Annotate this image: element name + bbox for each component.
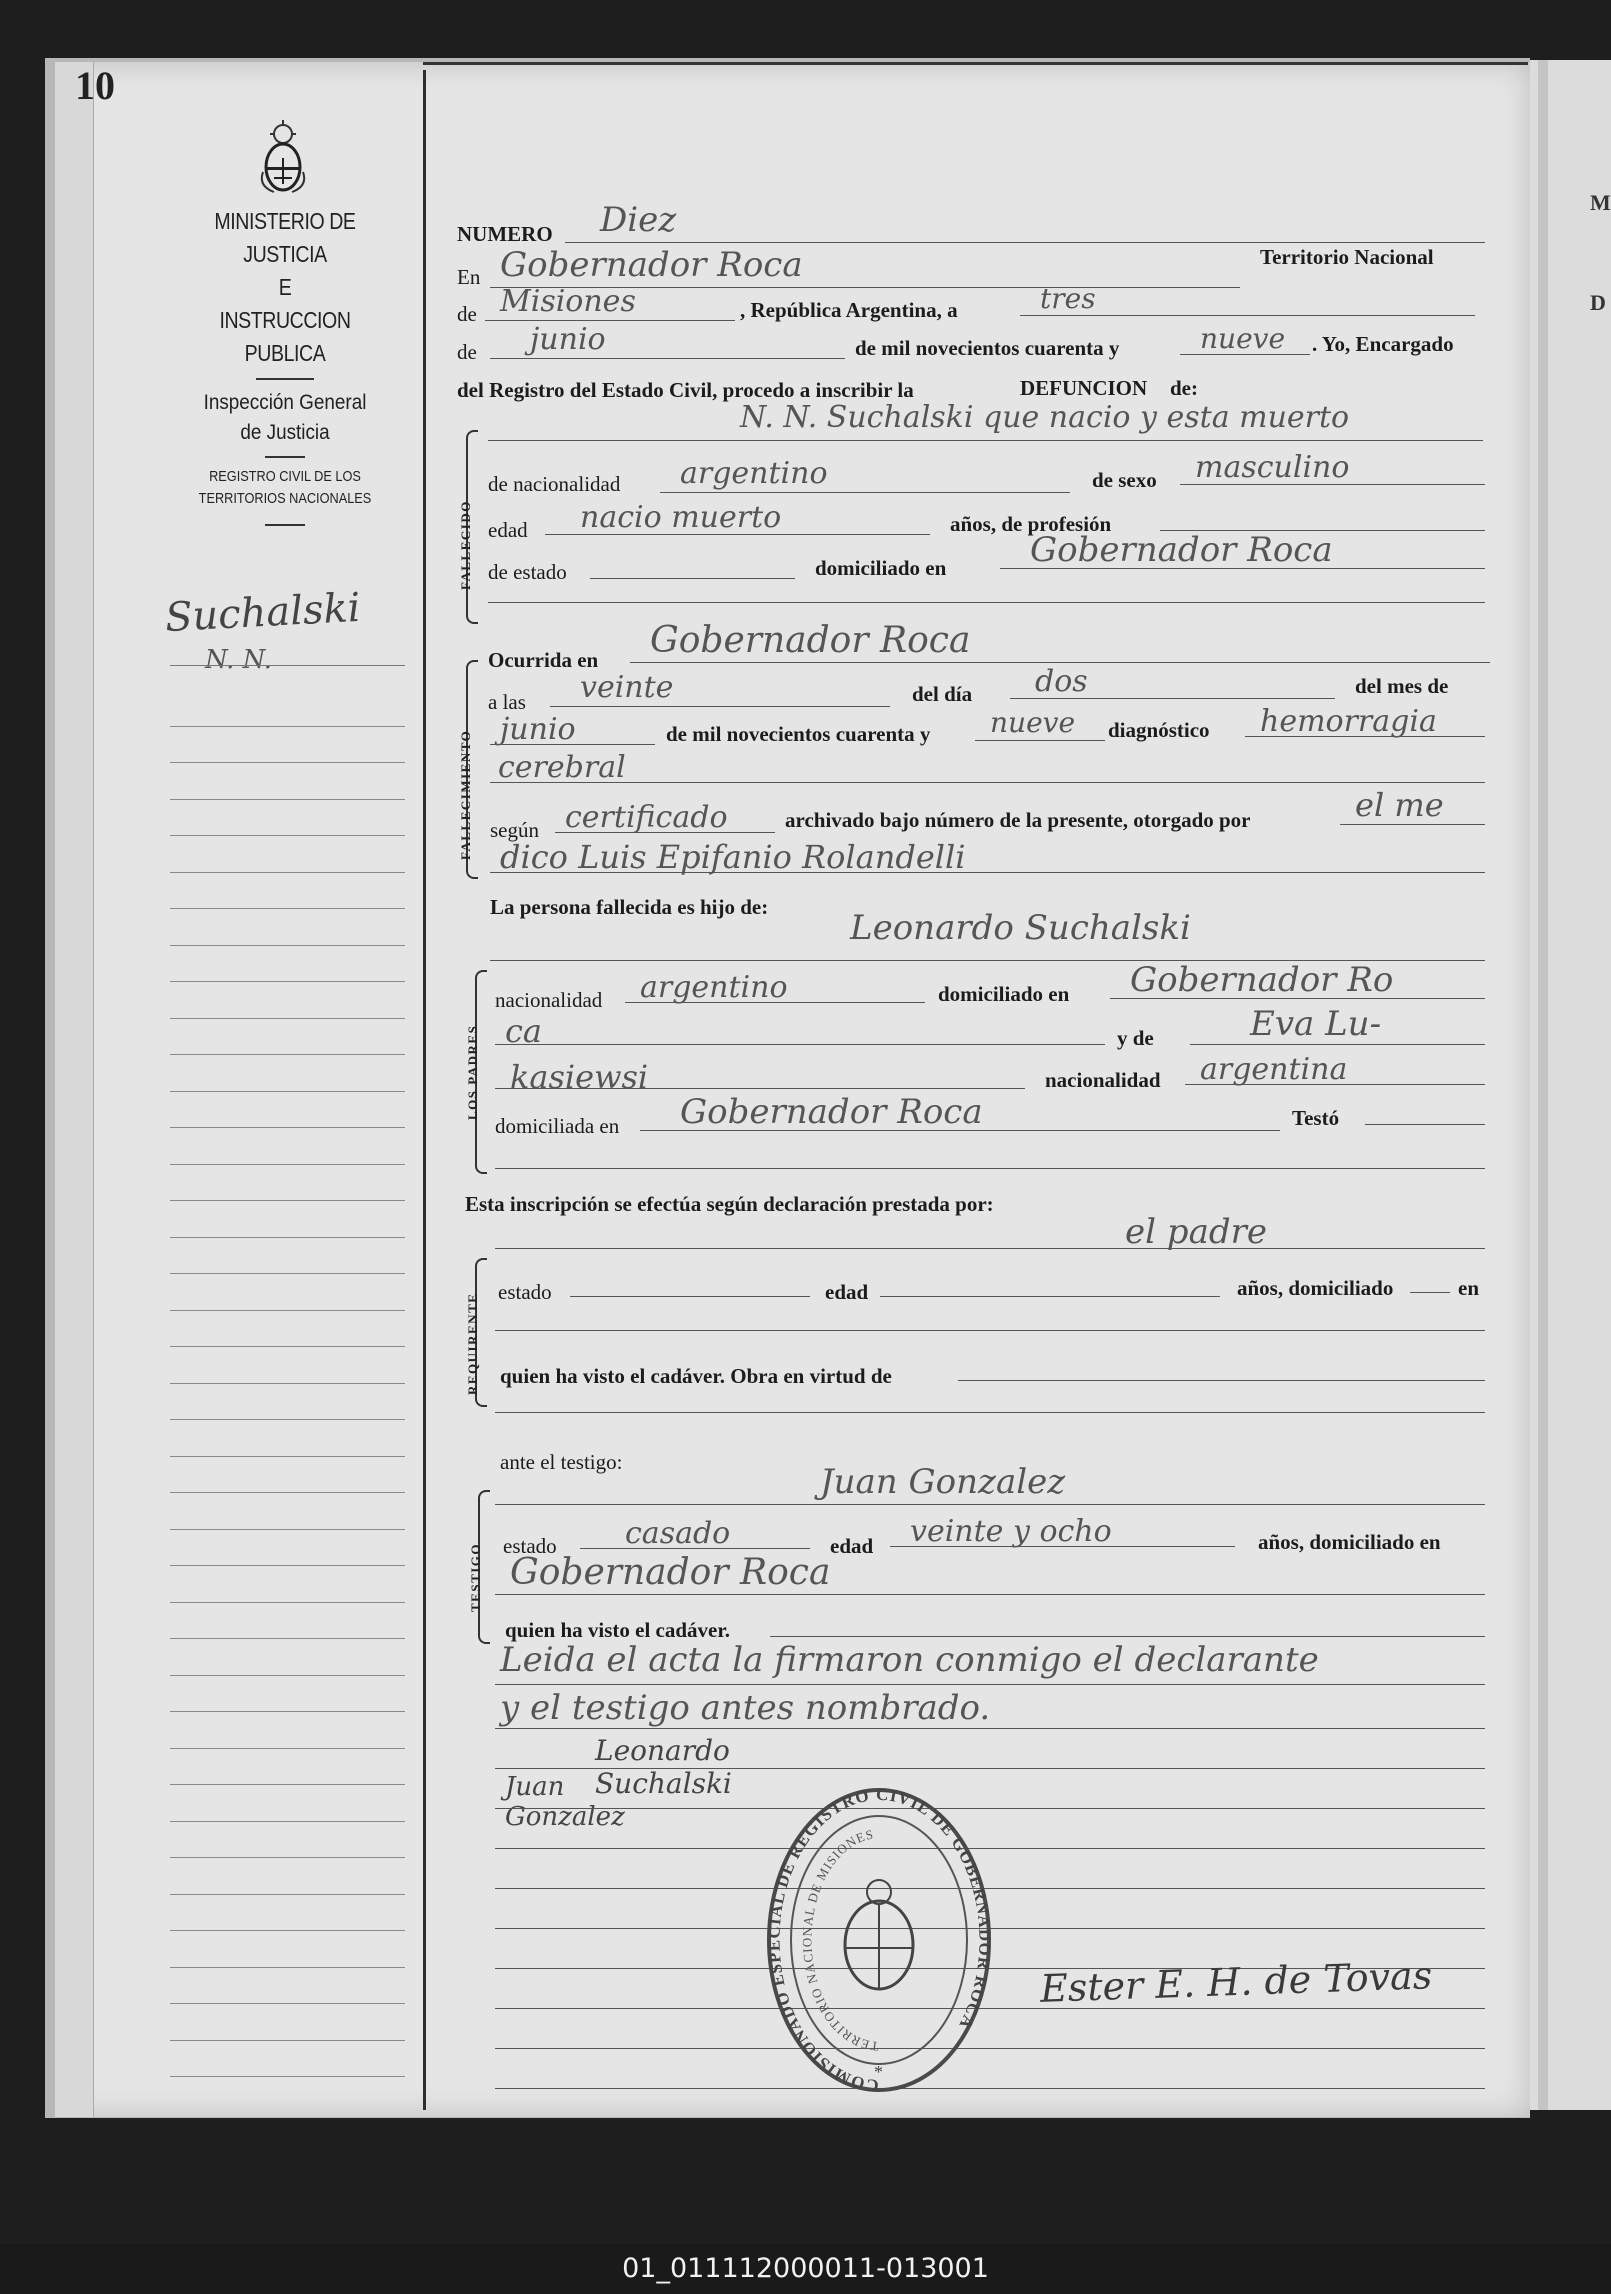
req-edad-label: edad — [825, 1280, 869, 1304]
t-quien-label: quien ha visto el cadáver. — [505, 1618, 730, 1642]
margin-initials: N. N. — [205, 645, 272, 675]
diagnostico-label: diagnóstico — [1108, 718, 1210, 742]
req-en-label: en — [1458, 1276, 1479, 1300]
right-fragment: D — [1590, 290, 1606, 315]
deldia-label: del día — [912, 682, 973, 706]
section-fallecimiento: FALLECIMIENTO — [458, 729, 473, 860]
domicilio-value: Gobernador Roca — [1030, 530, 1333, 570]
dia-value: tres — [1040, 282, 1096, 315]
nac-madre-value: argentina — [1200, 1052, 1348, 1087]
de2-label: de — [457, 340, 477, 364]
inscripcion-label: Esta inscripción se efectúa según declaración prestada por: — [465, 1192, 994, 1216]
testo-label: Testó — [1292, 1106, 1340, 1130]
territorio-value: Misiones — [500, 284, 636, 319]
image-id-footer: 01_011112000011-013001 — [0, 2244, 1611, 2294]
section-testigo: TESTIGO — [468, 1542, 483, 1612]
inspeccion-line: Inspección General — [203, 391, 367, 414]
t-estado-value: casado — [625, 1516, 731, 1551]
section-requirente: REQUIRENTE — [465, 1292, 480, 1395]
diagnostico-value: hemorragia — [1260, 704, 1437, 739]
svg-text:TERRITORIO NACIONAL DE MISIONE: TERRITORIO NACIONAL DE MISIONES — [799, 1826, 880, 2055]
nac-madre-label: nacionalidad — [1045, 1068, 1161, 1092]
sexo-value: masculino — [1195, 450, 1350, 485]
ministry-heading — [165, 205, 405, 534]
ocurrida-value: Gobernador Roca — [650, 620, 971, 661]
diagnostico-value-cont: cerebral — [498, 750, 626, 785]
de-label: de — [457, 302, 477, 326]
section-padres: LOS PADRES — [465, 1024, 480, 1120]
nacionalidad-label: de nacionalidad — [488, 472, 621, 496]
ministry-line: E — [278, 274, 292, 300]
requirente-value: el padre — [1125, 1212, 1267, 1252]
anio2-value: nueve — [990, 706, 1076, 739]
leida-line-2: y el testigo antes nombrado. — [500, 1688, 991, 1728]
nac-padre-value: argentino — [640, 970, 788, 1005]
margin-surname: Suchalski — [163, 584, 362, 642]
t-dom-value: Gobernador Roca — [510, 1552, 831, 1593]
registro-line: REGISTRO CIVIL DE LOS — [209, 468, 361, 485]
nacionalidad-value: argentino — [680, 456, 828, 491]
signature-declarante: Leonardo Suchalski — [595, 1734, 732, 1800]
numero-label: NUMERO — [457, 222, 553, 246]
yde-label: y de — [1117, 1026, 1154, 1050]
territorio-label: Territorio Nacional — [1260, 245, 1434, 269]
dom-madre-value: Gobernador Roca — [680, 1092, 983, 1132]
edad-label: edad — [488, 518, 528, 542]
segun-value: certificado — [565, 800, 728, 835]
mes-value: junio — [530, 322, 606, 357]
ministry-line: MINISTERIO DE JUSTICIA — [214, 208, 356, 267]
req-estado-label: estado — [498, 1280, 552, 1304]
testigo-name: Juan Gonzalez — [820, 1462, 1066, 1502]
registro-label: del Registro del Estado Civil, procedo a inscribir la — [457, 378, 914, 402]
diaf-value: dos — [1035, 664, 1088, 699]
en-label: En — [457, 265, 481, 289]
alas-label: a las — [488, 690, 526, 714]
t-edad-value: veinte y ocho — [910, 1514, 1112, 1549]
anio-label: de mil novecientos cuarenta y — [855, 336, 1120, 360]
right-page — [1530, 60, 1611, 2110]
profesion-label: años, de profesión — [950, 512, 1112, 536]
registro-line: TERRITORIOS NACIONALES — [198, 490, 372, 507]
defuncion-label: DEFUNCION — [1020, 376, 1148, 400]
republica-label: , República Argentina, a — [740, 298, 958, 322]
testigo-intro: ante el testigo: — [500, 1450, 623, 1474]
sexo-label: de sexo — [1092, 468, 1157, 492]
ocurrida-label: Ocurrida en — [488, 648, 599, 672]
estado-label: de estado — [488, 560, 567, 584]
madre-value-cont: kasiewsi — [510, 1058, 649, 1096]
encargado-label: . Yo, Encargado — [1312, 332, 1454, 356]
svg-text:COMISIONADO ESPECIAL DE REGIST: COMISIONADO ESPECIAL DE REGISTRO CIVIL DE GOBERNADOR ROCA — [764, 1784, 995, 2096]
signature-encargado: Ester E. H. de Tovas — [1039, 1953, 1433, 2011]
top-rule — [423, 62, 1528, 65]
signature-testigo: Juan Gonzalez — [505, 1772, 625, 1832]
t-edad-label: edad — [830, 1534, 874, 1558]
dom-padre-value: Gobernador Ro — [1130, 960, 1394, 1000]
otorgado-value-cont: dico Luis Epifanio Rolandelli — [500, 838, 966, 876]
dom-padre-value-cont: ca — [505, 1012, 542, 1050]
nac-padre-label: nacionalidad — [495, 988, 603, 1012]
column-divider — [423, 70, 426, 2110]
otorgado-value: el me — [1355, 786, 1444, 824]
req-anios-label: años, domiciliado — [1237, 1276, 1394, 1300]
delmes-label: del mes de — [1355, 674, 1449, 698]
madre-value: Eva Lu- — [1250, 1004, 1382, 1044]
mesf-value: junio — [500, 712, 576, 747]
section-fallecido: FALLECIDO — [458, 500, 473, 590]
right-fragment: M — [1590, 190, 1611, 215]
hija-label: La persona fallecida es hijo de: — [490, 895, 769, 919]
ministry-line: INSTRUCCION PUBLICA — [219, 307, 351, 366]
domiciliado-label: domiciliado en — [815, 556, 947, 580]
segun-label: según — [490, 818, 539, 842]
anio2-label: de mil novecientos cuarenta y — [666, 722, 931, 746]
hora-value: veinte — [580, 670, 674, 705]
dom-madre-label: domiciliada en — [495, 1114, 620, 1138]
page-number: 10 — [75, 63, 115, 108]
dom-padre-label: domiciliado en — [938, 982, 1070, 1006]
t-estado-label: estado — [503, 1534, 557, 1558]
numero-value: Diez — [600, 200, 677, 240]
coat-of-arms-icon — [258, 120, 308, 198]
leida-line-1: Leida el acta la firmaron conmigo el declarante — [500, 1640, 1319, 1680]
t-anios-label: años, domiciliado en — [1258, 1530, 1441, 1554]
civil-registry-stamp — [762, 1780, 997, 2100]
lugar-value: Gobernador Roca — [500, 245, 803, 285]
inspeccion-line: de Justicia — [240, 421, 330, 444]
anio-value: nueve — [1200, 322, 1286, 355]
fallecido-name: N. N. Suchalski que nacio y esta muerto — [740, 400, 1350, 435]
edad-value: nacio muerto — [580, 500, 782, 535]
de-colon-label: de: — [1170, 376, 1198, 400]
padre-value: Leonardo Suchalski — [850, 908, 1191, 948]
archivado-label: archivado bajo número de la presente, otorgado por — [785, 808, 1251, 832]
margin-ruled-lines — [170, 690, 405, 2077]
req-quien-label: quien ha visto el cadáver. Obra en virtud de — [500, 1364, 892, 1388]
svg-text:*: * — [874, 2062, 883, 2082]
